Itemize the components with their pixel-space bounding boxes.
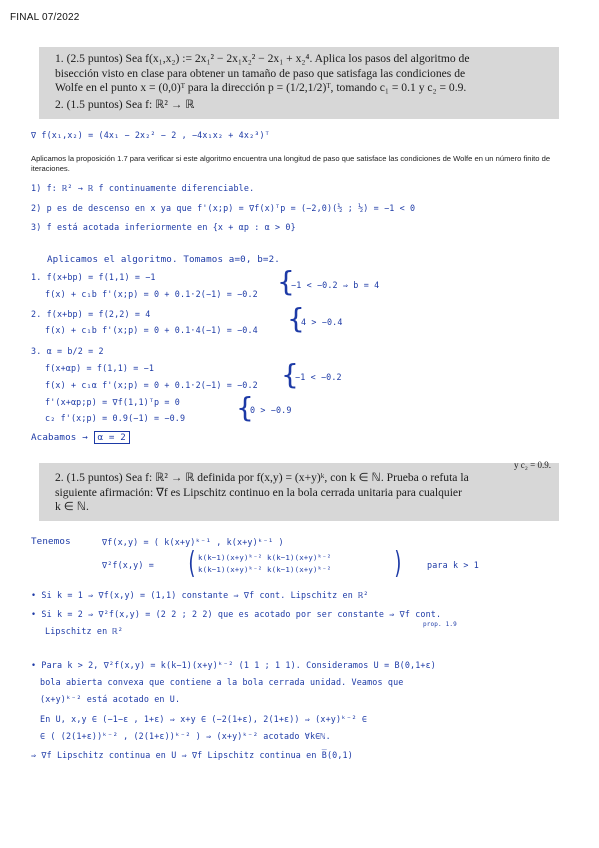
problem-2-statement (39, 460, 559, 521)
hessian-row: k(k−1)(x+y)ᵏ⁻² k(k−1)(x+y)ᵏ⁻² (198, 553, 332, 562)
step1-line: 1. f(x+bp) = f(1,1) = −1 (31, 272, 156, 282)
end-label (31, 432, 130, 443)
case-k3-conclusion: ⇒ ∇f Lipschitz continua en U ⇒ ∇f Lipschitz continua en B̅(0,1) (31, 750, 353, 760)
brace: { (281, 358, 299, 391)
brace: { (277, 265, 295, 298)
step3-line: f(x) + c₁α f'(x;p) = 0 + 0.1·2(−1) = −0.2 (45, 380, 258, 390)
step2-line: 2. f(x+bp) = f(2,2) = 4 (31, 309, 151, 319)
brace: { (287, 302, 305, 335)
step1-result: −1 < −0.2 ⇒ b = 4 (291, 280, 380, 290)
step3-line: f'(x+αp;p) = ∇f(1,1)ᵀp = 0 (45, 397, 180, 407)
case-k3-line: (x+y)ᵏ⁻² está acotado en U. (40, 694, 181, 704)
case-k3-line: En U, x,y ∈ (−1−ε , 1+ε) ⇒ x+y ∈ (−2(1+ε), 2(1+ε)) ⇒ (x+y)ᵏ⁻² ∈ (40, 714, 368, 724)
case-k3-line: bola abierta convexa que contiene a la bola cerrada unidad. Veamos que (40, 677, 404, 687)
problem-2-line: k ∈ ℕ. (55, 500, 89, 513)
problem-1-line: Wolfe en el punto x = (0,0)ᵀ para la dirección p = (1/2,1/2)ᵀ, tomando c₁ = 0.1 y c₂ = 0.9. (55, 81, 467, 94)
exam-header: FINAL 07/2022 (10, 12, 80, 23)
condition-2: 2) p es de descenso en x ya que f'(x;p) = ∇f(x)ᵀp = (−2,0)(½ ; ½) = −1 < 0 (31, 203, 416, 213)
problem-2-line: siguiente afirmación: ∇f es Lipschitz continuo en la bola cerrada unitaria para cualquier (55, 485, 462, 499)
step1-line: f(x) + c₁b f'(x;p) = 0 + 0.1·2(−1) = −0.2 (45, 289, 258, 299)
problem-2-cut-line: 2. (1.5 puntos) Sea f: ℝ² → ℝ (55, 97, 195, 111)
gradient-2: ∇f(x,y) = ( k(x+y)ᵏ⁻¹ , k(x+y)ᵏ⁻¹ ) (102, 537, 284, 547)
hessian-label: ∇²f(x,y) = (102, 560, 154, 570)
step2-result: 4 > −0.4 (301, 317, 343, 327)
case-k2-continued: Lipschitz en ℝ² (45, 626, 123, 636)
matrix-bracket-right: ) (394, 546, 402, 581)
case-k2: • Si k = 2 ⇒ ∇²f(x,y) = (2 2 ; 2 2) que es acotado por ser constante ⇒ ∇f cont. (31, 609, 442, 619)
condition-3: 3) f está acotada inferiormente en {x + αp : α > 0} (31, 222, 296, 232)
problem-1-overlap: y c₂ = 0.9. (514, 460, 551, 470)
case-k3-line: ∈ ( (2(1+ε))ᵏ⁻² , (2(1+ε))ᵏ⁻² ) ⇒ (x+y)ᵏ⁻² acotado ∀k∈ℕ. (40, 731, 331, 741)
problem-1-statement (39, 47, 559, 119)
problem-1-line: 1. (2.5 puntos) Sea f(x₁,x₂) := 2x₁² − 2x₁x₂² − 2x₁ + x₂⁴. Aplica los pasos del algoritmo de (55, 52, 470, 65)
problem-2-line: 2. (1.5 puntos) Sea f: ℝ² → ℝ definida por f(x,y) = (x+y)ᵏ, con k ∈ ℕ. Prueba o refuta la (55, 471, 469, 484)
problem-1-line: bisección visto en clase para obtener un tamaño de paso que satisfaga las condiciones de (55, 66, 466, 80)
end-label-text: Acabamos → (31, 432, 88, 443)
intro-text: Aplicamos la proposición 1.7 para verificar si este algoritmo encuentra una longitud de paso que satisface las condiciones de Wolfe en un número finito de iteraciones. (31, 154, 551, 173)
prop-note: prop. 1.9 (423, 621, 457, 628)
step3-line: c₂ f'(x;p) = 0.9(−1) = −0.9 (45, 413, 186, 423)
step2-line: f(x) + c₁b f'(x;p) = 0 + 0.1·4(−1) = −0.4 (45, 325, 258, 335)
case-k1: • Si k = 1 ⇒ ∇f(x,y) = (1,1) constante ⇒ ∇f cont. Lipschitz en ℝ² (31, 590, 369, 600)
algorithm-heading: Aplicamos el algoritmo. Tomamos a=0, b=2. (47, 254, 280, 265)
tenemos-label: Tenemos (31, 536, 71, 547)
hessian-condition: para k > 1 (427, 560, 479, 570)
gradient-line: ∇ f(x₁,x₂) = (4x₁ − 2x₂² − 2 , −4x₁x₂ + 4x₂³)ᵀ (31, 130, 270, 140)
hessian-row: k(k−1)(x+y)ᵏ⁻² k(k−1)(x+y)ᵏ⁻² (198, 565, 332, 574)
step3-result-b: 0 > −0.9 (250, 405, 292, 415)
step3-line: f(x+αp) = f(1,1) = −1 (45, 363, 155, 373)
step3-line: 3. α = b/2 = 2 (31, 346, 104, 356)
matrix-bracket-left: ( (188, 546, 196, 581)
step3-result-a: −1 < −0.2 (295, 372, 342, 382)
condition-1: 1) f: ℝ² → ℝ f continuamente diferenciable. (31, 183, 255, 193)
brace: { (236, 391, 254, 424)
case-k3-line: • Para k > 2, ∇²f(x,y) = k(k−1)(x+y)ᵏ⁻² (1 1 ; 1 1). Consideramos U = B(0,1+ε) (31, 660, 436, 670)
final-answer-box: α = 2 (94, 431, 130, 444)
